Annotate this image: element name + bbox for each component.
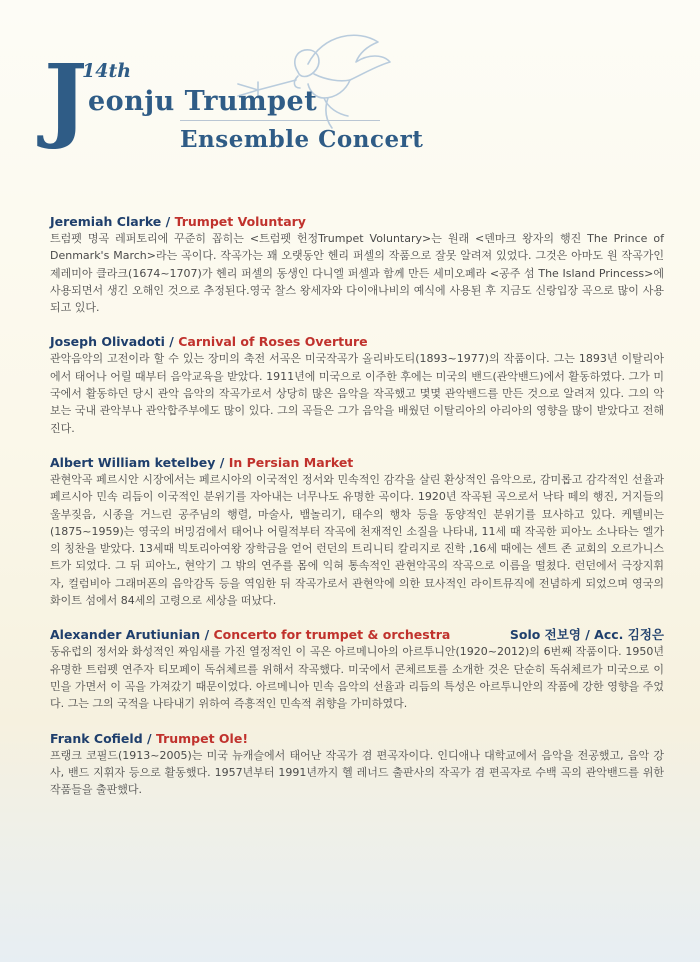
composer-name: Joseph Olivadoti: [50, 334, 165, 350]
program-item: [50, 626, 664, 712]
separator: /: [147, 730, 152, 746]
separator: /: [169, 334, 174, 350]
edition-label: 14th: [82, 60, 132, 82]
program-notes: [50, 213, 664, 815]
program-description: 트럼펫 명곡 레퍼토리에 꾸준히 꼽히는 <트럼펫 헌정Trumpet Voluntary>는 원래 <덴마크 왕자의 행진 The Prince of Denmark's March>라는 곡이다. 작곡가는 꽤 오랫동안 헨리 퍼셀의 작품으로 잘못 알려져 있었다. 그것은 아마도 원 작곡가인 제레미아 클라크(1674~1707)가 헨리 퍼셀의 동생인 다니엘 퍼셀과 함께 만든 세미오페라 <공주 섬 The Island Princess>에 사용되면서 생긴 오해인 것으로 추정된다.영국 찰스 왕세자와 다이애나비의 예식에 사용된 후 지금도 신랑입장 곡으로 많이 사용되고 있다.: [50, 232, 664, 315]
program-item-heading: [50, 333, 664, 350]
heading-left: [50, 730, 248, 747]
program-item-heading: [50, 730, 664, 747]
work-title: Trumpet Ole!: [155, 730, 249, 746]
program-item: [50, 333, 664, 436]
composer-name: Jeremiah Clarke: [50, 214, 162, 229]
program-description: 관현악곡 페르시안 시장에서는 페르시아의 이국적인 정서와 민속적인 감각을 살린 환상적인 음악으로, 감미롭고 감각적인 선율과 페르시아 민속 리듬이 이국적인 분위기를 자아내는 너무나도 유명한 곡이다. 1920년 작곡된 곡으로서 낙타 떼의 행진, 거지들의 울부짖음, 시종을 거느린 공주님의 행렬, 마술사, 뱀놀리기, 태수의 행차 등을 동양적인 분위기를 묘사하고 있다. 케텔비는(1875~1959)는 영국의 버밍검에서 태어나 어릴적부터 작곡에 천재적인 소질을 나타내, 11세 때 작곡한 피아노 소나타는 엘가의 칭찬을 받았다. 13세때 빅토리아여왕 장학금을 얻어 런던의 트리니티 칼리지로 진학 ,16세 때에는 센트 존 교회의 오르가니스트가 되었다. 그 뒤 피아노, 현악기 그 밖의 연주를 몸에 익혀 통속적인 관현악곡의 작곡으로 이름을 떨쳤다. 런던에서 극장지휘자, 컬럼비아 그래머폰의 음악감독 등을 역임한 뒤 작곡가로서 관현악에 의한 묘사적인 라이트뮤직에 전념하게 되었으며 영국의 화이트 섬에서 84세의 고령으로 세상을 떠났다.: [50, 472, 664, 608]
page-subtitle: Ensemble Concert: [180, 126, 424, 153]
title-initial: J: [44, 44, 88, 152]
work-title: Trumpet Voluntary: [174, 214, 306, 229]
program-description: 동유럽의 정서와 화성적인 짜임새를 가진 열정적인 이 곡은 아르메니아의 아르투니안(1920~2012)의 6번째 작품이다. 1950년 유명한 트럼펫 연주자 티모페이 독쉬체르를 위해서 작곡했다. 미국에서 콘체르토를 소개한 것은 단순히 독쉬체르가 미국으로 이민을 가면서 이 곡을 가져갔기 때문이었다. 아르메니아 민속 음악의 선율과 리듬의 특성은 아르투니안의 작품에 강한 영향을 주었다. 그는 그의 국적을 나타내기 위하여 즉흥적인 민속적 취향을 가미하였다.: [50, 645, 664, 711]
program-item: [50, 213, 664, 316]
cherub-trumpet-icon: [228, 24, 398, 134]
heading-left: [50, 626, 450, 643]
work-title: Concerto for trumpet & orchestra: [213, 627, 451, 643]
composer-name: Frank Cofield: [50, 730, 143, 746]
composer-name: Albert William ketelbey: [50, 454, 216, 470]
heading-left: [50, 213, 306, 230]
program-item-heading: [50, 626, 664, 643]
separator: /: [204, 627, 210, 643]
work-title: In Persian Market: [228, 454, 354, 470]
heading-left: [50, 454, 353, 471]
separator: /: [219, 454, 225, 470]
composer-name: Alexander Arutiunian: [50, 627, 201, 643]
program-item-heading: [50, 213, 664, 230]
page-title: eonju Trumpet: [88, 86, 318, 117]
concert-header: [0, 0, 700, 190]
program-item: [50, 730, 664, 799]
program-description: 프랭크 코필드(1913~2005)는 미국 뉴캐슬에서 태어난 작곡가 겸 편곡자이다. 인디애나 대학교에서 음악을 전공했고, 음악 강사, 밴드 지휘자 등으로 활동했다. 1957년부터 1991년까지 헬 레너드 출판사의 작곡가 겸 편곡자로 수백 곡의 관악밴드를 위한 작품들을 출판했다.: [50, 748, 664, 797]
program-item: [50, 454, 664, 609]
title-divider: [180, 120, 380, 121]
program-item-heading: [50, 454, 664, 471]
performers-credit: Solo 전보영 / Acc. 김정은: [509, 627, 664, 643]
heading-left: [50, 333, 368, 350]
program-description: 관악음악의 고전이라 할 수 있는 장미의 축전 서곡은 미국작곡가 올리바도티(1893~1977)의 작품이다. 그는 1893년 이탈리아에서 태어나 어릴 때부터 음악교육을 받았다. 1911년에 미국으로 이주한 후에는 미국의 밴드(관악밴드)에서 활동하였다. 그가 미국에서 활동하던 당시 관악 음악의 작곡가로서 상당히 많은 음악을 작곡했고 몇몇 관악밴드를 만든 것으로 알려져 있다. 그의 악보는 국내 관악부나 관악합주부에도 많이 있다. 그의 곡들은 그가 음악을 배웠던 이탈리아의 아리아의 영향을 많이 받았다고 전해진다.: [50, 352, 664, 435]
work-title: Carnival of Roses Overture: [178, 334, 368, 350]
separator: /: [165, 214, 171, 229]
